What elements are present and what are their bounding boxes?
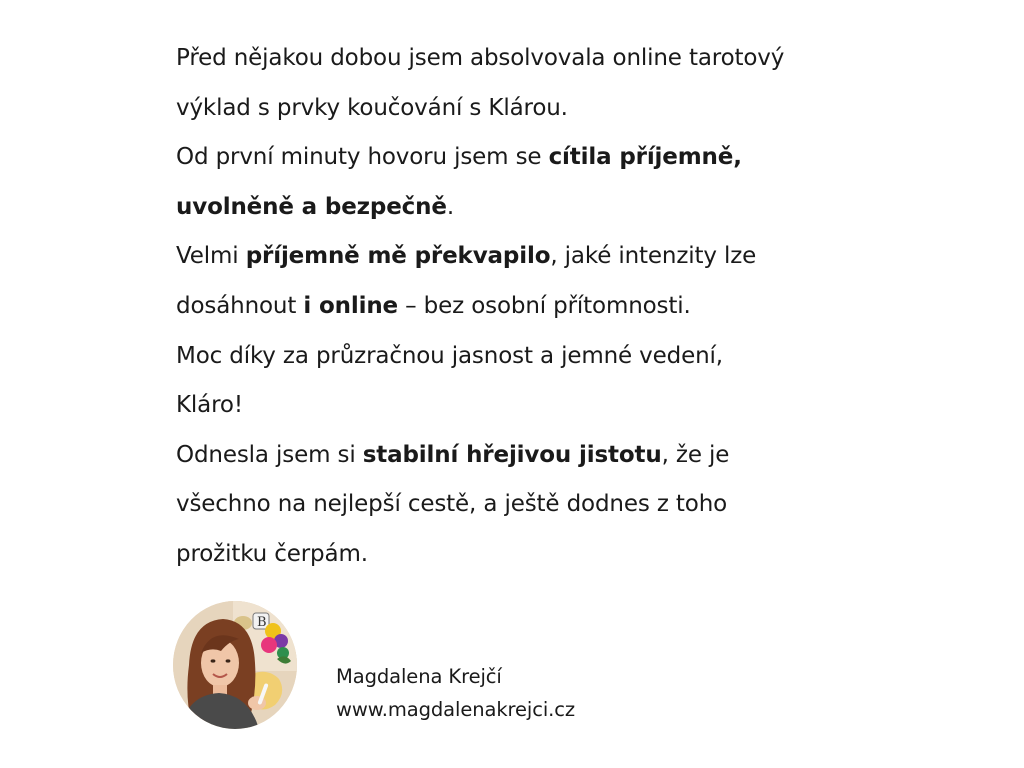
author-website: www.magdalenakrejci.cz xyxy=(336,698,576,721)
author-avatar xyxy=(173,601,297,729)
author-name: Magdalena Krejčí xyxy=(336,665,502,688)
testimonial-line xyxy=(176,133,896,183)
author-portrait-illustration xyxy=(173,601,297,729)
text-segment: Odnesla jsem si xyxy=(176,441,363,468)
text-segment: , že je xyxy=(661,441,730,468)
bold-text-segment: uvolněně a bezpečně xyxy=(176,193,447,220)
bold-text-segment: cítila příjemně, xyxy=(548,144,742,171)
testimonial-line xyxy=(176,232,896,282)
svg-text:B: B xyxy=(257,615,267,630)
text-segment: – bez osobní přítomnosti. xyxy=(398,292,691,319)
text-segment: , jaké intenzity lze xyxy=(550,243,757,270)
text-segment: Moc díky za průzračnou jasnost a jemné vedení, xyxy=(176,342,723,369)
text-segment: výklad s prvky koučování s Klárou. xyxy=(176,94,568,121)
text-segment: dosáhnout xyxy=(176,292,304,319)
text-segment: Před nějakou dobou jsem absolvovala online tarotový xyxy=(176,45,785,71)
testimonial-text xyxy=(176,34,896,580)
testimonial-line xyxy=(176,183,896,233)
text-segment: Kláro! xyxy=(176,392,243,419)
testimonial-line xyxy=(176,431,896,481)
testimonial-line xyxy=(176,480,896,530)
bold-text-segment: příjemně mě překvapilo xyxy=(245,243,551,270)
testimonial-line xyxy=(176,34,896,84)
testimonial-line xyxy=(176,381,896,431)
text-segment: Od první minuty hovoru jsem se xyxy=(176,144,549,171)
text-segment: prožitku čerpám. xyxy=(176,540,368,567)
text-segment: Velmi xyxy=(176,243,246,270)
testimonial-line xyxy=(176,84,896,134)
author-info xyxy=(336,660,575,726)
text-segment: . xyxy=(446,193,454,220)
testimonial-line xyxy=(176,282,896,332)
bold-text-segment: stabilní hřejivou jistotu xyxy=(362,441,662,468)
testimonial-line xyxy=(176,530,896,580)
text-segment: všechno na nejlepší cestě, a ještě dodnes z toho xyxy=(176,491,728,518)
testimonial-line xyxy=(176,332,896,382)
bold-text-segment: i online xyxy=(303,292,398,319)
